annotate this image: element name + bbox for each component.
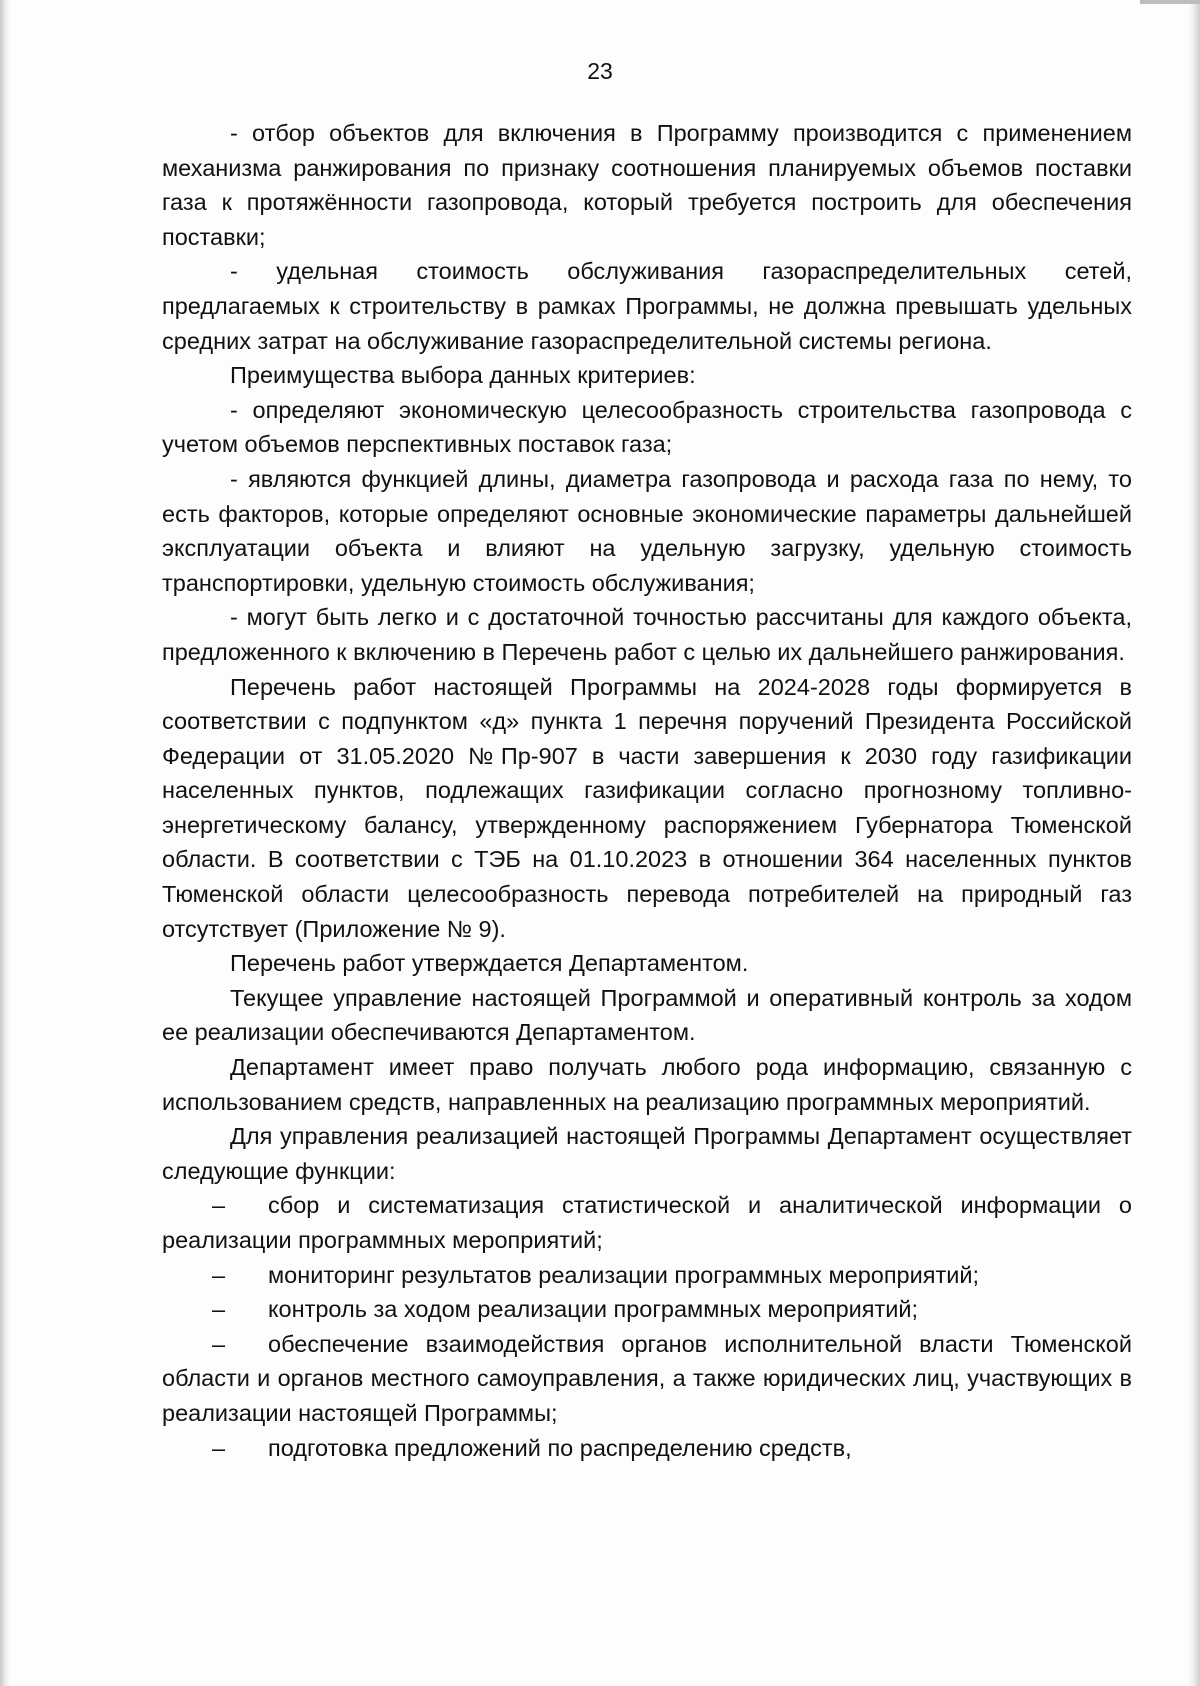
function-item-text: подготовка предложений по распределению средств, (268, 1434, 852, 1461)
dash-marker: – (212, 1261, 226, 1288)
dash-marker: – (212, 1434, 226, 1461)
document-body (162, 116, 1132, 1465)
paragraph-program-management: Текущее управление настоящей Программой и оперативный контроль за ходом ее реализации обеспечиваются Департаментом. (162, 984, 1132, 1046)
paragraph-selection-criteria: - отбор объектов для включения в Программу производится с применением механизма ранжирования по признаку соотношения планируемых объемов поставки газа к протяжённости газопровода, который требуется построить для обеспечения поставки; (162, 120, 1132, 250)
scan-edge-right (1188, 0, 1200, 1686)
paragraph-advantage-economic: - определяют экономическую целесообразность строительства газопровода с учетом объемов перспективных поставок газа; (162, 396, 1132, 458)
list-item (162, 1188, 1132, 1257)
function-item-text: обеспечение взаимодействия органов исполнительной власти Тюменской области и органов местного самоуправления, а также юридических лиц, участвующих в реализации настоящей Программы; (162, 1330, 1132, 1426)
dash-marker: – (212, 1330, 226, 1357)
paragraph-department-functions: Для управления реализацией настоящей Программы Департамент осуществляет следующие функции: (162, 1123, 1132, 1184)
paragraph-work-list-approval: Перечень работ утверждается Департаментом. (230, 950, 749, 977)
dash-marker: – (212, 1192, 226, 1219)
paragraph-work-list-formation: Перечень работ настоящей Программы на 2024-2028 годы формируется в соответствии с подпунктом «д» пункта 1 перечня поручений Президента Российской Федерации от 31.05.2020 №Пр-907 в части завершения к 2030 году газификации населенных пунктов, подлежащих газификации согласно прогнозному топливно-энергетическому балансу, утвержденному распоряжением Губернатора Тюменской области. В соответствии с ТЭБ на 01.10.2023 в отношении 364 населенных пунктов Тюменской области целесообразность перевода потребителей на природный газ отсутствует (Приложение № 9). (162, 673, 1132, 942)
list-item (162, 1258, 1132, 1293)
page-number: 23 (587, 58, 613, 84)
paragraph-advantage-function: - являются функцией длины, диаметра газопровода и расхода газа по нему, то есть факторов, которые определяют основные экономические параметры дальнейшей эксплуатации объекта и влияют на удельную загрузку, удельную стоимость транспортировки, удельную стоимость обслуживания; (162, 465, 1132, 596)
list-item (162, 1327, 1132, 1431)
list-item (162, 1292, 1132, 1327)
function-item-text: мониторинг результатов реализации программных мероприятий; (268, 1261, 980, 1288)
paragraph-department-rights: Департамент имеет право получать любого рода информацию, связанную с использованием средств, направленных на реализацию программных мероприятий. (162, 1054, 1132, 1115)
paragraph-unit-cost: - удельная стоимость обслуживания газораспределительных сетей, предлагаемых к строительству в рамках Программы, не должна превышать удельных средних затрат на обслуживание газораспределительной системы региона. (162, 258, 1132, 354)
paragraph-advantage-calculation: - могут быть легко и с достаточной точностью рассчитаны для каждого объекта, предложенного к включению в Перечень работ с целью их дальнейшего ранжирования. (162, 604, 1132, 665)
dash-marker: – (212, 1296, 226, 1323)
paragraph-advantages-heading: Преимущества выбора данных критериев: (230, 362, 696, 389)
scan-edge-left (0, 0, 10, 1686)
scan-edge-top (1140, 0, 1200, 4)
function-item-text: сбор и систематизация статистической и аналитической информации о реализации программных мероприятий; (162, 1192, 1132, 1253)
list-item (162, 1431, 1132, 1466)
function-item-text: контроль за ходом реализации программных мероприятий; (268, 1296, 919, 1323)
